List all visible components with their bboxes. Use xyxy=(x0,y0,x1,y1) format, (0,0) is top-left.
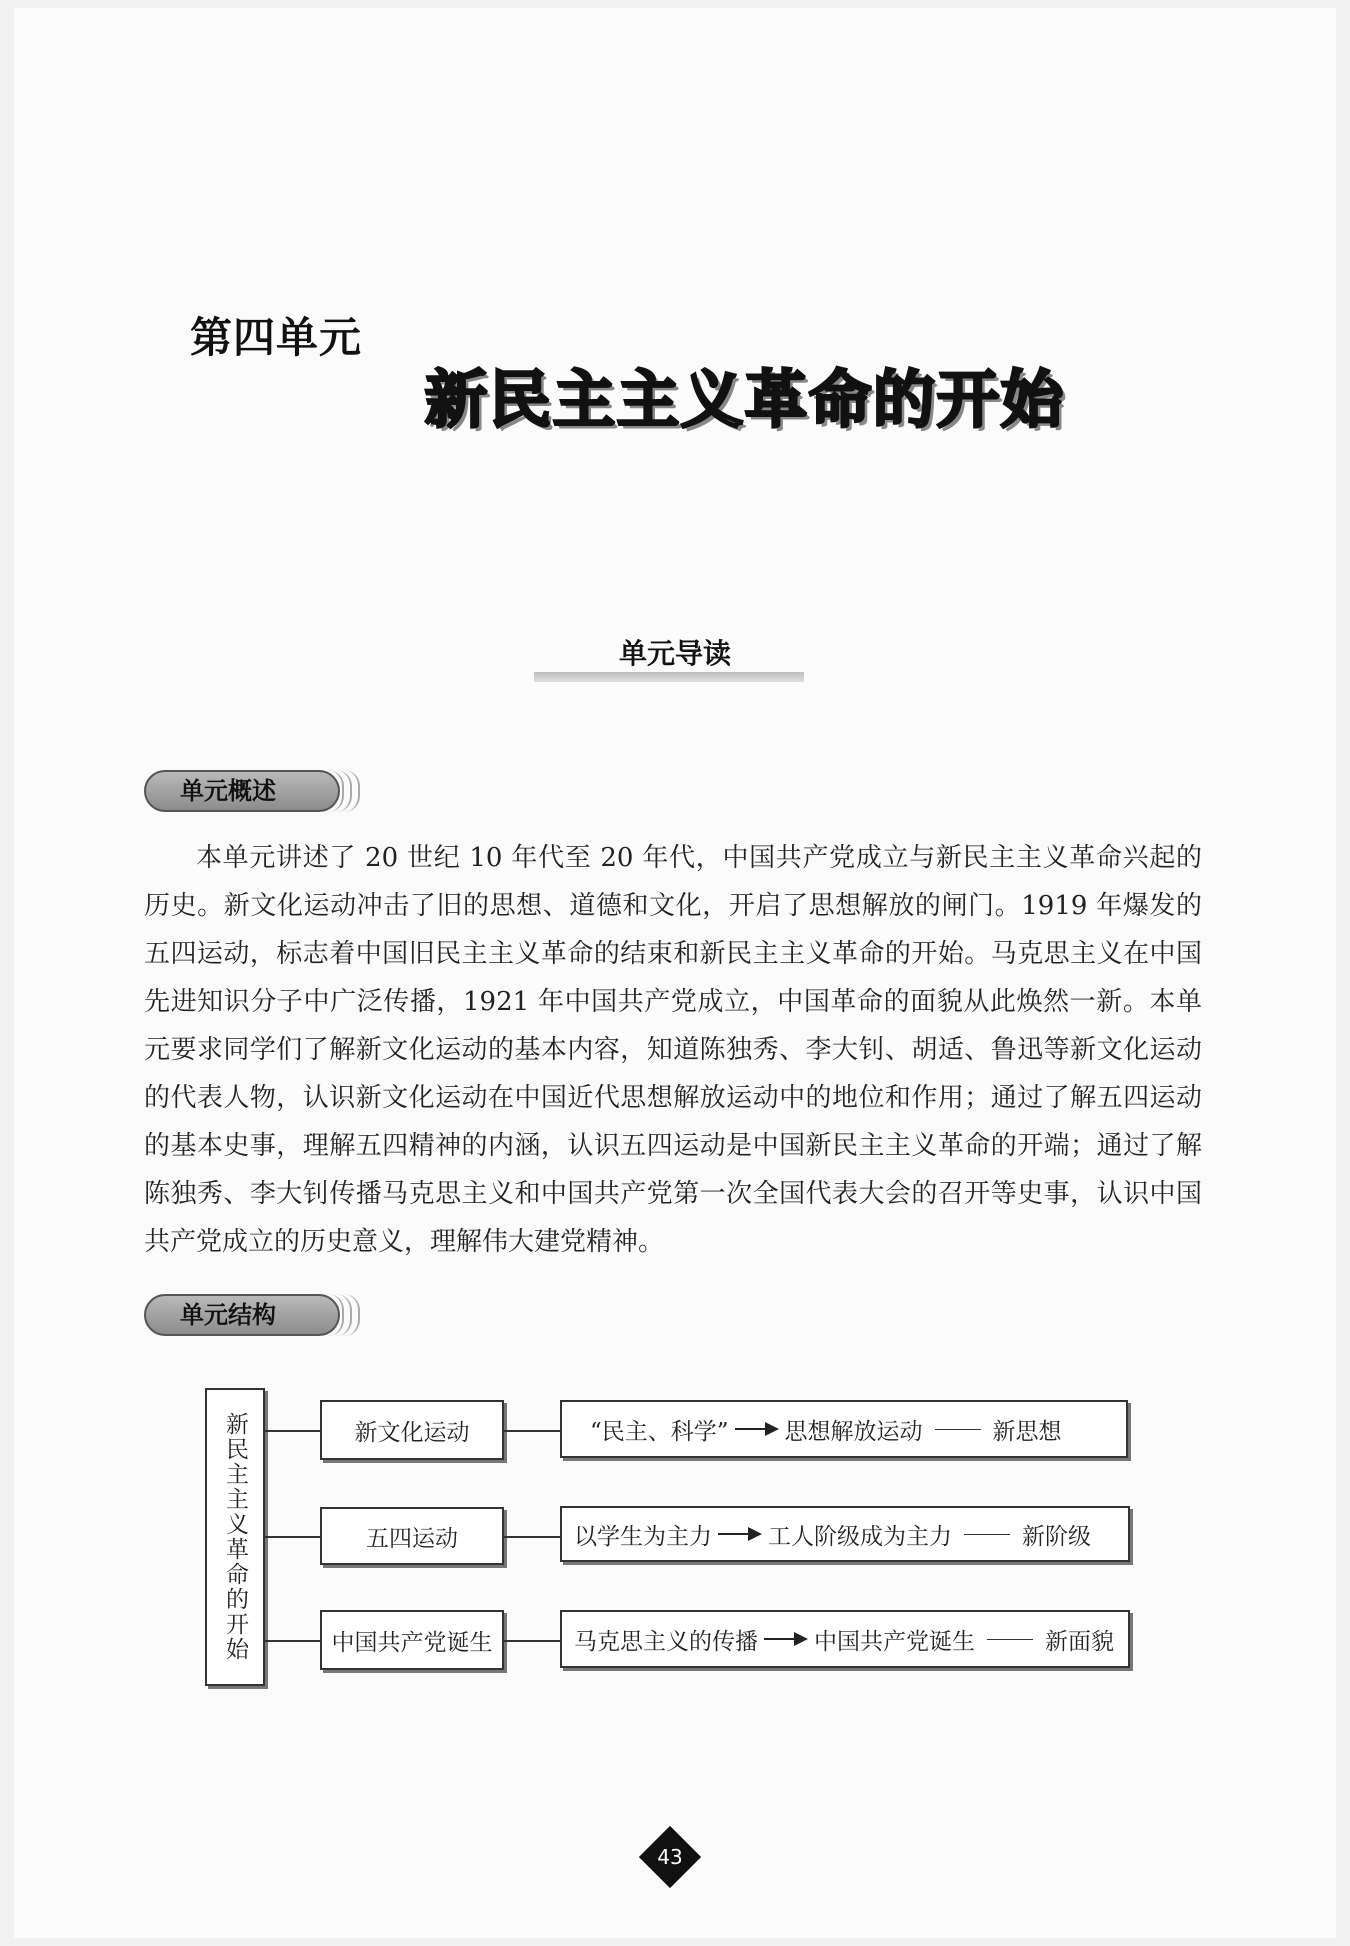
branch-name-1: 新文化运动 xyxy=(354,1419,470,1446)
flow-box-1 xyxy=(560,1400,1128,1458)
flow-to-3: 中国共产党诞生 xyxy=(814,1628,975,1655)
flow-to-1: 思想解放运动 xyxy=(784,1418,923,1445)
flow-box-3 xyxy=(560,1610,1130,1668)
overview-label: 单元概述 xyxy=(144,770,340,812)
branch-box-1 xyxy=(320,1400,504,1460)
branch-box-2 xyxy=(320,1507,504,1565)
flow-to-2: 工人阶级成为主力 xyxy=(768,1523,952,1550)
connector-branch-flow-2 xyxy=(504,1536,560,1538)
flow-from-1: “民主、科学” xyxy=(590,1418,729,1445)
branch-box-3 xyxy=(320,1610,504,1670)
dash-line xyxy=(987,1639,1033,1640)
branch-name-2: 五四运动 xyxy=(366,1525,458,1552)
dash-line xyxy=(964,1534,1010,1535)
unit-number: 第四单元 xyxy=(190,313,363,362)
connector-branch-flow-1 xyxy=(504,1430,560,1432)
flow-result-2: 新阶级 xyxy=(1022,1523,1091,1550)
flow-result-3: 新面貌 xyxy=(1045,1628,1114,1655)
connector-root-branch-2 xyxy=(265,1536,320,1538)
structure-label: 单元结构 xyxy=(144,1294,340,1336)
structure-root-text: 新民主主义革命的开始 xyxy=(222,1412,248,1662)
page-number: 43 xyxy=(657,1845,683,1869)
overview-label-rings xyxy=(328,770,368,812)
unit-title: 新民主主义革命的开始 xyxy=(425,363,1066,436)
flow-from-3: 马克思主义的传播 xyxy=(574,1628,758,1655)
flow-result-1: 新思想 xyxy=(992,1418,1062,1445)
dash-line xyxy=(935,1429,981,1430)
flow-box-2 xyxy=(560,1506,1130,1562)
connector-root-branch-3 xyxy=(265,1640,320,1642)
branch-name-3: 中国共产党诞生 xyxy=(331,1629,493,1656)
connector-root-branch-1 xyxy=(265,1430,320,1432)
overview-paragraph: 本单元讲述了 20 世纪 10 年代至 20 年代，中国共产党成立与新民主主义革命兴起的历史。新文化运动冲击了旧的思想、道德和文化，开启了思想解放的闸门。1919 年爆发的五四运动，标志着中国旧民主主义革命的结束和新民主主义革命的开始。马克思主义在中国先进知识分子中广泛传播，1921 年中国共产党成立，中国革命的面貌从此焕然一新。本单元要求同学们了解新文化运动的基本内容，知道陈独秀、李大钊、胡适、鲁迅等新文化运动的代表人物，认识新文化运动在中国近代思想解放运动中的地位和作用；通过了解五四运动的基本史事，理解五四精神的内涵，认识五四运动是中国新民主主义革命的开端；通过了解陈独秀、李大钊传播马克思主义和中国共产党第一次全国代表大会的召开等史事，认识中国共产党成立的历史意义，理解伟大建党精神。 xyxy=(144,843,1202,1257)
connector-branch-flow-3 xyxy=(504,1640,560,1642)
structure-root-box xyxy=(205,1388,265,1686)
arrow-icon xyxy=(718,1533,760,1535)
structure-label-rings xyxy=(328,1294,368,1336)
arrow-icon xyxy=(735,1428,777,1430)
arrow-icon xyxy=(764,1638,806,1640)
guide-underline xyxy=(534,672,804,682)
flow-from-2: 以学生为主力 xyxy=(574,1523,712,1550)
guide-heading: 单元导读 xyxy=(618,637,731,670)
